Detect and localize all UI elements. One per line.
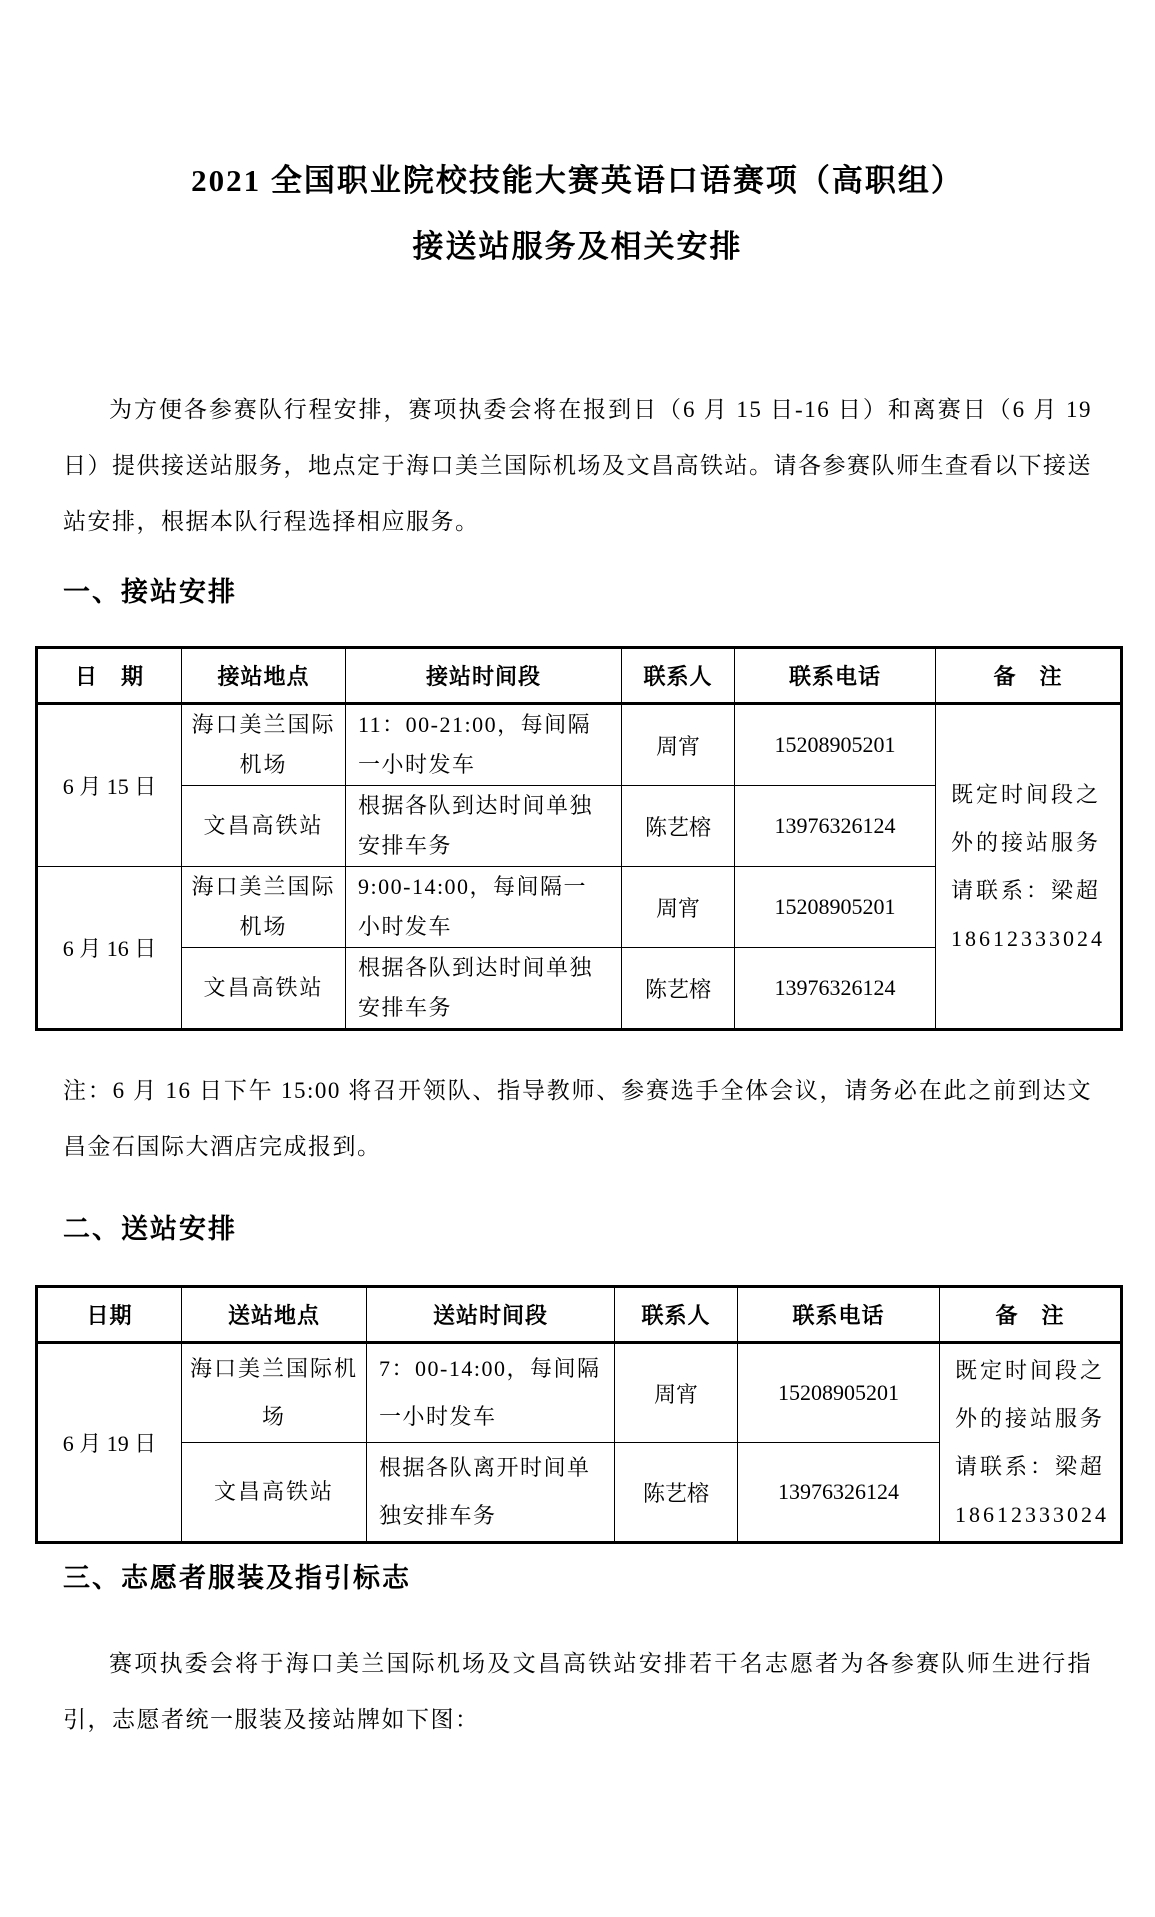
- cell-phone: 13976326124: [738, 1443, 940, 1543]
- cell-time: 9:00-14:00，每间隔一小时发车: [346, 867, 622, 948]
- column-header-time: 送站时间段: [367, 1287, 615, 1343]
- pickup-table: [35, 646, 1123, 1031]
- cell-phone: 13976326124: [735, 786, 936, 867]
- cell-contact: 周宵: [622, 704, 735, 786]
- cell-date: 6 月 19 日: [37, 1343, 182, 1543]
- table-row: [37, 704, 1122, 786]
- cell-date: 6 月 16 日: [37, 867, 182, 1030]
- cell-remark: 既定时间段之外的接站服务请联系：梁超 18612333024: [936, 704, 1122, 1030]
- cell-remark: 既定时间段之外的接站服务请联系：梁超 18612333024: [940, 1343, 1122, 1543]
- column-header-time: 接站时间段: [346, 648, 622, 704]
- cell-time: 根据各队离开时间单独安排车务: [367, 1443, 615, 1543]
- column-header-phone: 联系电话: [738, 1287, 940, 1343]
- pickup-section-heading: 一、接站安排: [63, 577, 237, 607]
- column-header-contact: 联系人: [622, 648, 735, 704]
- cell-date: 6 月 15 日: [37, 704, 182, 867]
- column-header-location: 接站地点: [182, 648, 346, 704]
- cell-time: 11：00-21:00，每间隔一小时发车: [346, 704, 622, 786]
- intro-paragraph: 为方便各参赛队行程安排，赛项执委会将在报到日（6 月 15 日-16 日）和离赛日（6 月 19 日）提供接送站服务，地点定于海口美兰国际机场及文昌高铁站。请各参赛队师生查看以下接送站安排，根据本队行程选择相应服务。: [63, 397, 1092, 534]
- cell-phone: 13976326124: [735, 948, 936, 1030]
- cell-location: 海口美兰国际机场: [182, 704, 346, 786]
- column-header-remark: 备 注: [940, 1287, 1122, 1343]
- cell-location: 文昌高铁站: [182, 786, 346, 867]
- cell-location: 海口美兰国际机场: [182, 867, 346, 948]
- cell-location: 海口美兰国际机场: [182, 1343, 367, 1443]
- cell-contact: 陈艺榕: [615, 1443, 738, 1543]
- cell-contact: 周宵: [622, 867, 735, 948]
- column-header-contact: 联系人: [615, 1287, 738, 1343]
- cell-contact: 陈艺榕: [622, 786, 735, 867]
- column-header-location: 送站地点: [182, 1287, 367, 1343]
- column-header-date: 日 期: [37, 648, 182, 704]
- pickup-table-header-row: [37, 648, 1122, 704]
- document-title-line2: 接送站服务及相关安排: [412, 229, 743, 264]
- cell-contact: 周宵: [615, 1343, 738, 1443]
- cell-location: 文昌高铁站: [182, 1443, 367, 1543]
- cell-phone: 15208905201: [735, 704, 936, 786]
- column-header-phone: 联系电话: [735, 648, 936, 704]
- cell-phone: 15208905201: [735, 867, 936, 948]
- volunteer-paragraph: 赛项执委会将于海口美兰国际机场及文昌高铁站安排若干名志愿者为各参赛队师生进行指引，志愿者统一服装及接站牌如下图：: [63, 1651, 1092, 1732]
- column-header-date: 日期: [37, 1287, 182, 1343]
- cell-time: 根据各队到达时间单独安排车务: [346, 948, 622, 1030]
- column-header-remark: 备 注: [936, 648, 1122, 704]
- cell-contact: 陈艺榕: [622, 948, 735, 1030]
- cell-time: 根据各队到达时间单独安排车务: [346, 786, 622, 867]
- cell-time: 7：00-14:00，每间隔一小时发车: [367, 1343, 615, 1443]
- cell-location: 文昌高铁站: [182, 948, 346, 1030]
- table-row: [37, 1343, 1122, 1443]
- pickup-note: 注：6 月 16 日下午 15:00 将召开领队、指导教师、参赛选手全体会议，请务必在此之前到达文昌金石国际大酒店完成报到。: [63, 1078, 1092, 1159]
- dropoff-section-heading: 二、送站安排: [63, 1214, 237, 1244]
- dropoff-table: [35, 1285, 1123, 1544]
- document-title-line1: 2021 全国职业院校技能大赛英语口语赛项（高职组）: [191, 163, 964, 198]
- cell-phone: 15208905201: [738, 1343, 940, 1443]
- volunteer-section-heading: 三、志愿者服装及指引标志: [63, 1563, 411, 1593]
- dropoff-table-header-row: [37, 1287, 1122, 1343]
